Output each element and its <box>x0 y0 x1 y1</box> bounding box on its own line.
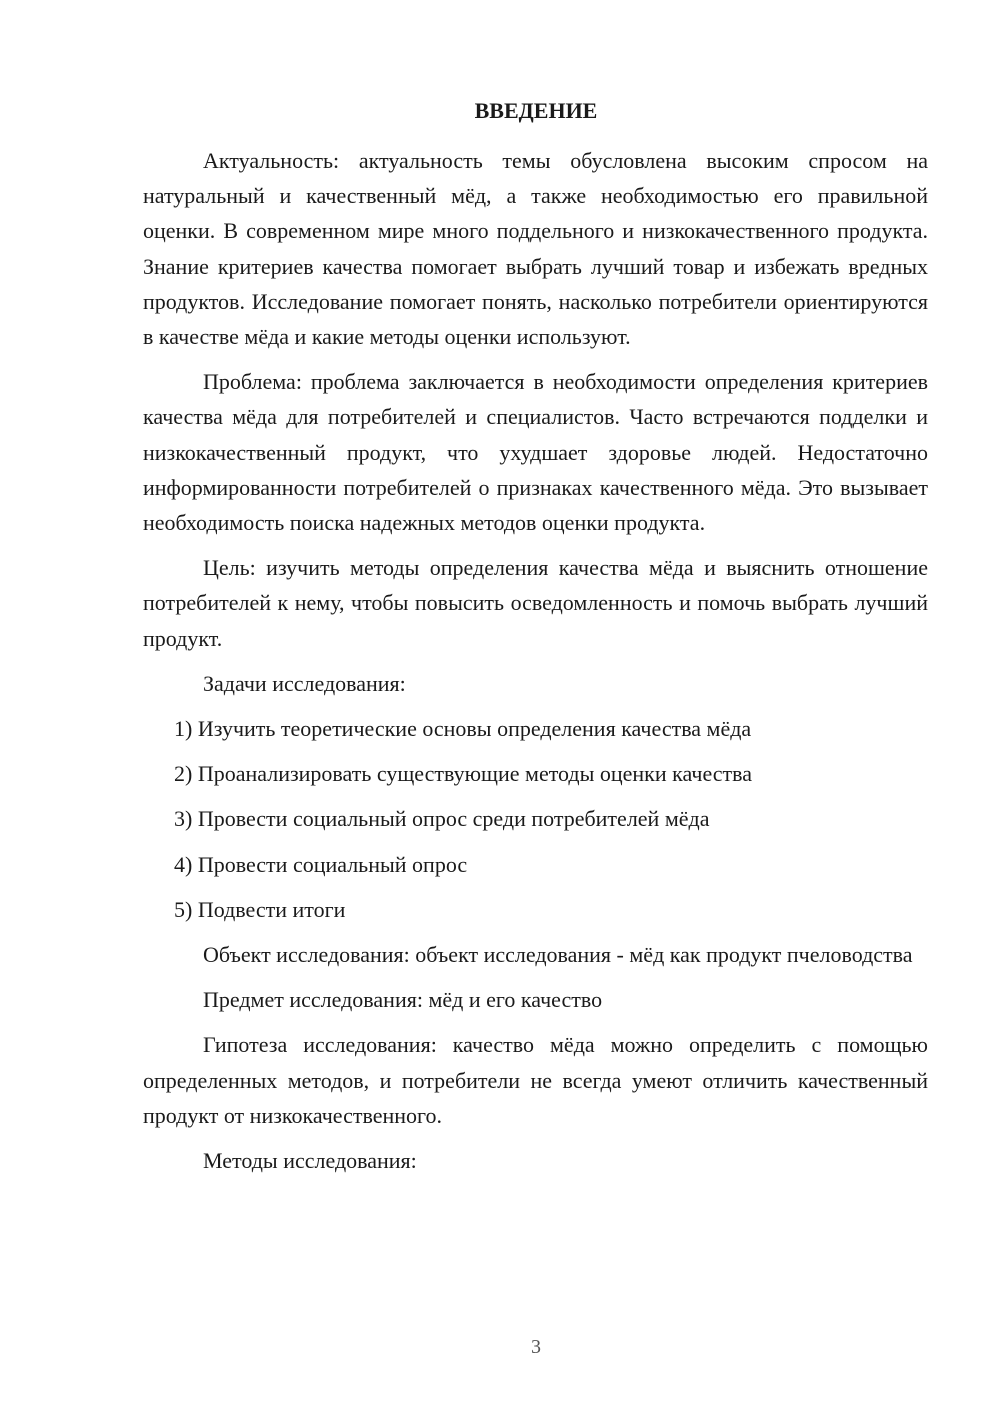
paragraph-object: Объект исследования: объект исследования - мёд как продукт пчеловодства <box>203 942 913 968</box>
paragraph-relevance: Актуальность: актуальность темы обусловлена высоким спросом на натуральный и качественный мёд, а также необходимостью его правильной оценки. В современном мире много поддельного и низкокачественного продукта. Знание критериев качества помогает выбрать лучший товар и избежать вредных продуктов. Исследование помогает понять, насколько потребители ориентируются в качестве мёда и какие методы оценки используют. <box>143 148 928 350</box>
tasks-heading: Задачи исследования: <box>203 670 406 696</box>
list-item: 5) Подвести итоги <box>174 896 346 922</box>
paragraph-problem: Проблема: проблема заключается в необходимости определения критериев качества мёда для потребителей и специалистов. Часто встречаются подделки и низкокачественный продукт, что ухудшает здоровье людей. Недостаточно информированности потребителей о признаках качественного мёда. Это вызывает необходимость поиска надежных методов оценки продукта. <box>143 369 928 536</box>
paragraph-hypothesis: Гипотеза исследования: качество мёда можно определить с помощью определенных методов, и потребители не всегда умеют отличить качественный продукт от низкокачественного. <box>143 1032 928 1128</box>
page-number: 3 <box>531 1336 541 1358</box>
list-item: 1) Изучить теоретические основы определения качества мёда <box>174 716 752 742</box>
paragraph-goal: Цель: изучить методы определения качества мёда и выяснить отношение потребителей к нему, чтобы повысить осведомленность и помочь выбрать лучший продукт. <box>143 555 928 651</box>
paragraph-subject: Предмет исследования: мёд и его качество <box>203 987 603 1013</box>
document-body <box>143 143 928 1188</box>
tasks-list <box>143 711 928 927</box>
methods-heading: Методы исследования: <box>203 1148 417 1174</box>
list-item: 3) Провести социальный опрос среди потребителей мёда <box>174 806 710 832</box>
list-item: 2) Проанализировать существующие методы оценки качества <box>174 761 753 787</box>
list-item: 4) Провести социальный опрос <box>174 851 468 877</box>
page-title: ВВЕДЕНИЕ <box>474 98 598 123</box>
